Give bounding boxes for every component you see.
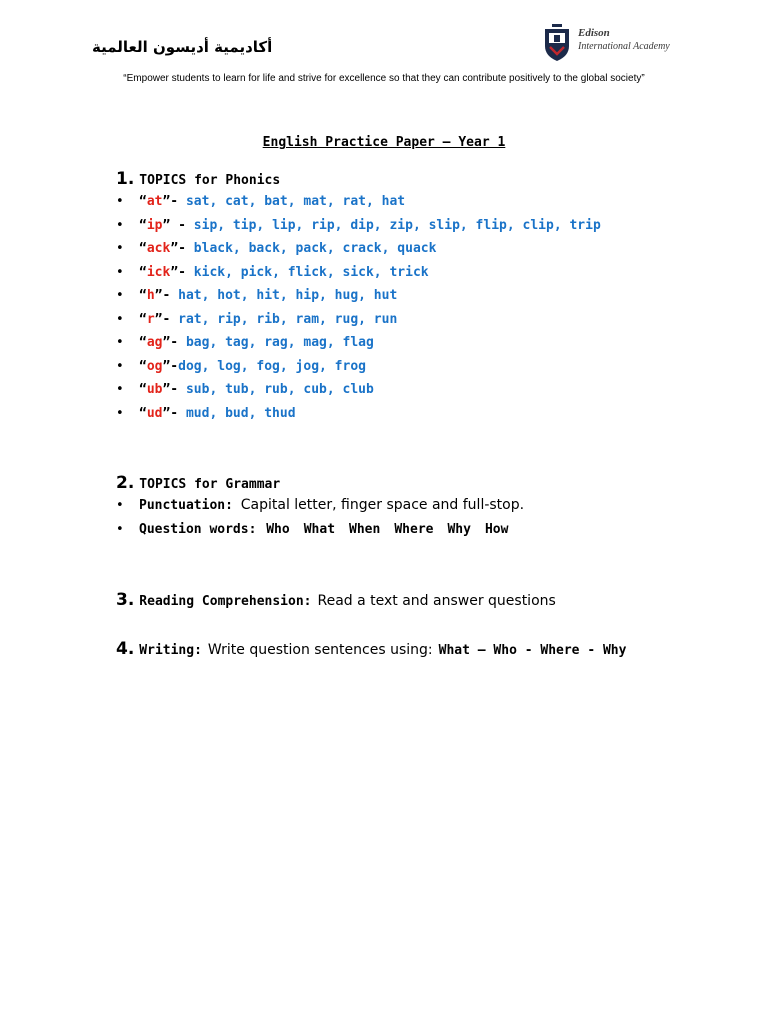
- words: mud, bud, thud: [185, 405, 296, 421]
- list-item: • “ag”- bag, tag, rag, mag, flag: [116, 331, 601, 355]
- list-item: • “r”- rat, rip, rib, ram, rug, run: [116, 308, 601, 332]
- phonics-heading: [116, 169, 601, 189]
- question-word: Why: [447, 521, 471, 537]
- paper-title: English Practice Paper – Year 1: [262, 135, 506, 150]
- question-word: When: [349, 521, 381, 537]
- grammar-section: [116, 473, 524, 541]
- writing-section: [116, 639, 626, 659]
- section-title: Writing:: [139, 643, 202, 658]
- punctuation-label: Punctuation:: [139, 498, 233, 513]
- list-item: • “ick”- kick, pick, flick, sick, trick: [116, 261, 601, 285]
- school-name-arabic: أكاديمية أديسون العالمية: [92, 38, 273, 56]
- list-item: • “ack”- black, back, pack, crack, quack: [116, 237, 601, 261]
- sound: at: [146, 194, 163, 209]
- section-text: Read a text and answer questions: [317, 593, 556, 609]
- question-word: Where: [394, 521, 434, 537]
- list-item: • “ip” - sip, tip, lip, rip, dip, zip, slip, flip, clip, trip: [116, 214, 601, 238]
- sound: og: [146, 358, 163, 374]
- sound: ick: [146, 264, 171, 280]
- words: bag, tag, rag, mag, flag: [185, 335, 374, 350]
- list-item-punctuation: [116, 494, 524, 518]
- question-word: How: [484, 521, 509, 537]
- sound: ud: [146, 405, 163, 421]
- question-word: Who: [266, 521, 290, 537]
- question-word: What: [303, 521, 336, 537]
- section-number: 3.: [116, 590, 135, 610]
- words: hat, hot, hit, hip, hug, hut: [178, 288, 398, 303]
- phonics-section: [116, 169, 601, 425]
- logo-wordmark: [578, 27, 670, 53]
- list-item-question-words: [116, 518, 524, 542]
- question-word-list: What – Who - Where - Why: [438, 643, 627, 658]
- logo-line-1: Edison: [578, 27, 610, 39]
- school-logo: [540, 24, 700, 62]
- reading-section: [116, 590, 556, 610]
- list-item: • “ud”- mud, bud, thud: [116, 402, 601, 426]
- section-number: 4.: [116, 639, 135, 659]
- logo-line-2: International Academy: [578, 41, 670, 52]
- crest-icon: [540, 24, 574, 62]
- section-title: TOPICS for Phonics: [139, 173, 281, 188]
- sound: ag: [146, 335, 163, 350]
- reading-heading: [116, 590, 556, 610]
- section-text: Write question sentences using:: [207, 642, 433, 658]
- words: dog, log, fog, jog, frog: [178, 358, 366, 374]
- words: rat, rip, rib, ram, rug, run: [178, 311, 398, 327]
- list-item: • “og”-dog, log, fog, jog, frog: [116, 355, 601, 379]
- sound: ip: [146, 217, 163, 233]
- words: black, back, pack, crack, quack: [193, 241, 437, 256]
- words: kick, pick, flick, sick, trick: [193, 264, 429, 280]
- grammar-heading: [116, 473, 524, 493]
- section-number: 2.: [116, 473, 135, 493]
- sound: h: [146, 288, 155, 303]
- words: sub, tub, rub, cub, club: [185, 382, 374, 397]
- section-number: 1.: [116, 169, 135, 189]
- list-item: • “ub”- sub, tub, rub, cub, club: [116, 378, 601, 402]
- list-item: • “h”- hat, hot, hit, hip, hug, hut: [116, 284, 601, 308]
- sound: ack: [146, 241, 171, 256]
- words: sip, tip, lip, rip, dip, zip, slip, flip, clip, trip: [193, 217, 601, 233]
- sound: ub: [146, 382, 163, 397]
- school-motto: “Empower students to learn for life and strive for excellence so that they can contribute positively to the global society”: [123, 73, 645, 84]
- section-title: TOPICS for Grammar: [139, 477, 281, 492]
- section-title: Reading Comprehension:: [139, 594, 312, 609]
- punctuation-text: Capital letter, finger space and full-stop.: [240, 497, 525, 513]
- phonics-list: [116, 190, 601, 425]
- writing-heading: [116, 639, 626, 659]
- grammar-list: [116, 494, 524, 541]
- words: sat, cat, bat, mat, rat, hat: [185, 194, 406, 209]
- list-item: • “at”- sat, cat, bat, mat, rat, hat: [116, 190, 601, 214]
- sound: r: [146, 311, 155, 327]
- question-words-label: Question words:: [139, 521, 257, 537]
